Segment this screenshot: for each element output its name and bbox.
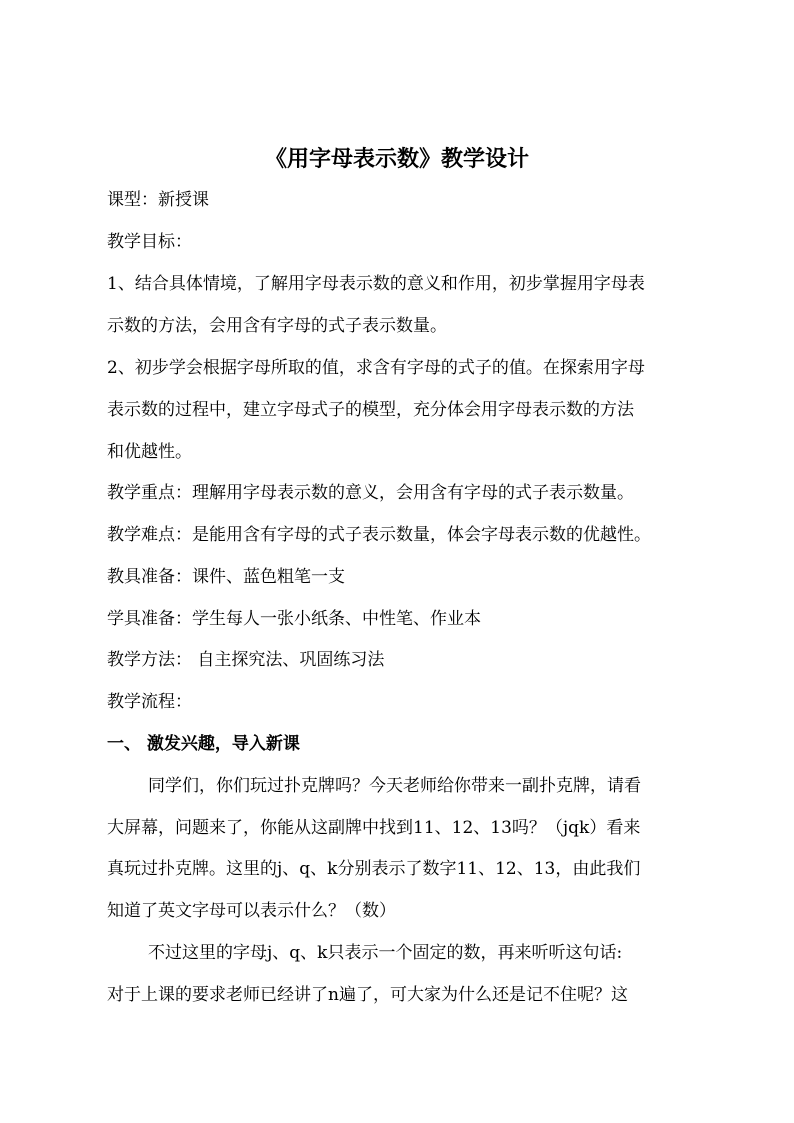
lesson-type: 课型：新授课 [107, 190, 209, 210]
paragraph-1-line-3: 真玩过扑克牌。这里的j、q、k分别表示了数字11、12、13，由此我们 [107, 859, 641, 879]
objective-2-line-1: 2、初步学会根据字母所取的值，求含有字母的式子的值。在探索用字母 [107, 358, 645, 378]
difficult-points: 教学难点：是能用含有字母的式子表示数量，体会字母表示数的优越性。 [107, 525, 651, 545]
objective-2-line-3: 和优越性。 [107, 442, 192, 462]
paragraph-1-line-4: 知道了英文字母可以表示什么？（数） [107, 901, 396, 921]
student-materials: 学具准备：学生每人一张小纸条、中性笔、作业本 [107, 609, 481, 629]
document-title: 《用字母表示数》教学设计 [264, 146, 529, 172]
objective-1-line-2: 示数的方法，会用含有字母的式子表示数量。 [107, 316, 447, 336]
paragraph-1-line-1: 同学们，你们玩过扑克牌吗？今天老师给你带来一副扑克牌，请看 [148, 776, 641, 796]
objective-2-line-2: 表示数的过程中，建立字母式子的模型，充分体会用字母表示数的方法 [107, 400, 634, 420]
paragraph-2-line-2: 对于上课的要求老师已经讲了n遍了，可大家为什么还是记不住呢？这 [107, 985, 628, 1005]
teaching-aids: 教具准备：课件、蓝色粗笔一支 [107, 567, 345, 587]
objectives-heading: 教学目标： [107, 232, 192, 252]
paragraph-1-line-2: 大屏幕，问题来了，你能从这副牌中找到11、12、13吗？（jqk）看来 [107, 818, 641, 838]
teaching-methods: 教学方法： 自主探究法、巩固练习法 [107, 650, 385, 670]
section-1-heading: 一、 激发兴趣，导入新课 [107, 734, 300, 754]
key-points: 教学重点：理解用字母表示数的意义，会用含有字母的式子表示数量。 [107, 483, 634, 503]
paragraph-2-line-1: 不过这里的字母j、q、k只表示一个固定的数，再来听听这句话: [148, 943, 623, 963]
teaching-process-heading: 教学流程： [107, 692, 192, 712]
objective-1-line-1: 1、结合具体情境，了解用字母表示数的意义和作用，初步掌握用字母表 [107, 274, 645, 294]
